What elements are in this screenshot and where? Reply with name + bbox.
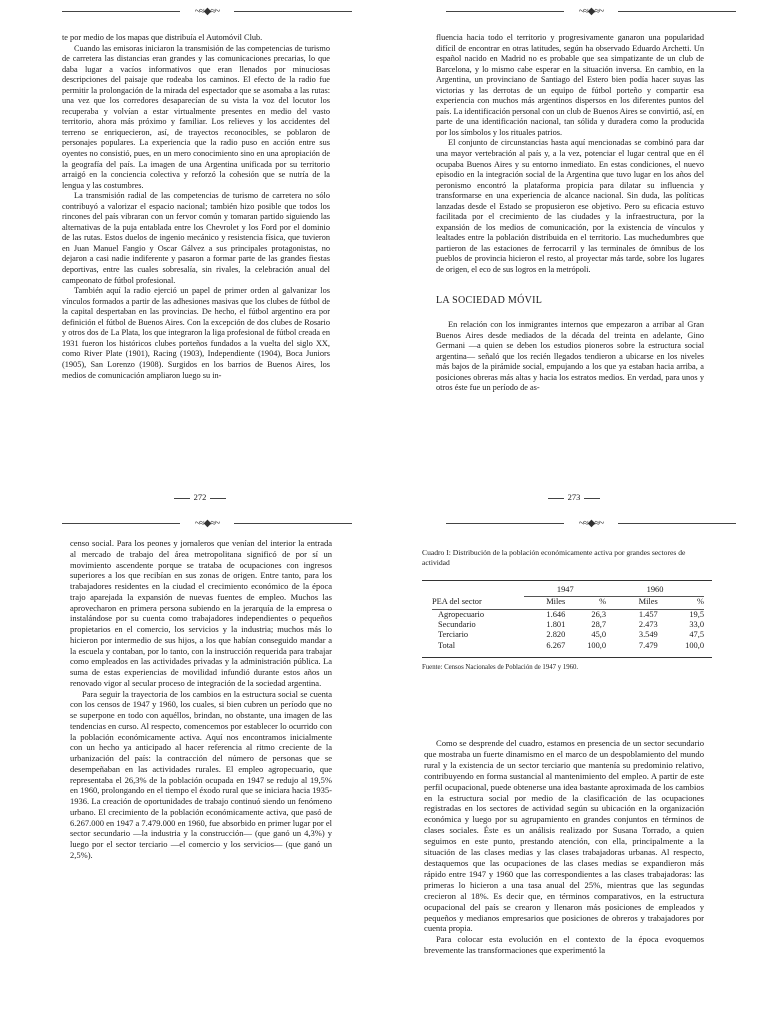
- year-header: 1947: [524, 585, 606, 597]
- paragraph: Cuando las emisoras iniciaron la transmisión de las competencias de turismo de carretera las distancias eran grandes y las comunicaciones precarias, lo que daba lugar a vacíos informativos que eran llenados por minuciosas descripciones del paisaje que rodeaba los caminos. El efecto de la radio fue permitir la prolongación de la mirada del espectador que se asomaba a las rutas: una vez que los corredores desaparecían de su vista la voz del locutor los recuperaba y volvían a estar virtualmente presentes en medio del vasto territorio, ahora más próximo y familiar. Los relieves y los accidentes del terreno se enriquecieron, así, de trayectos reconocibles, se poblaron de personajes populares. La experiencia que la radio puso en acción entre sus oyentes no consistió, pues, en un mero conocimiento sino en una apropiación de la geografía del país. La imagen de una Argentina unificada por su territorio arraigó en la conciencia colectiva y reforzó la cohesión que se nutría de la lengua y las costumbres.: [62, 43, 330, 190]
- page-272-text: [62, 33, 330, 381]
- year-header: 1960: [606, 585, 704, 597]
- header-ornament: ~≈◆≈~: [446, 6, 736, 18]
- paragraph: Para colocar esta evolución en el contexto de la época evoquemos brevemente las transformaciones que experimentó la: [424, 934, 704, 956]
- paragraph: Para seguir la trayectoria de los cambios en la estructura social se cuenta con los censos de 1947 y 1960, los cuales, si bien cubren un período que no se superpone en todo con aquéllos, brindan, no obstante, una imagen de las tendencias en curso. Al respecto, comencemos por establecer lo ocurrido con la población económicamente activa. Aquí nos encontramos inicialmente con un hecho ya anticipado al hacer referencia al ritmo creciente de la urbanización del país: la contracción del número de personas que se desempeñaban en las actividades rurales. El empleo agropecuario, que representaba el 26,3% de la población ocupada en 1947 se redujo al 19,5% en 1960, prolongando en el tiempo el éxodo rural que se iniciara hacia 1935-1936. La creación de oportunidades de trabajo continuó siendo un fenómeno urbano. El crecimiento de la población económicamente activa, que pasó de 6.267.000 en 1947 a 7.479.000 en 1960, fue absorbido en primer lugar por el sector secundario —la industria y la construcción— (que ganó un 4,3%) y luego por el sector terciario —el comercio y los servicios— (que ganó un 2,5%).: [70, 688, 332, 860]
- page-272: [0, 0, 384, 512]
- col-miles: Miles: [606, 596, 658, 609]
- page-275-text: [424, 738, 704, 956]
- paragraph: censo social. Para los peones y jornaleros que venían del interior la entrada al mercado de trabajo del área metropolitana significó de por sí un movimiento ascendente porque se trataba de ocupaciones con ingresos superiores a los que recibían en sus zonas de origen. Entre tanto, para los trabajadores residentes en la ciudad el crecimiento económico de la época trajo aparejada la expansión de nuevas fuentes de empleo. Muchos las aprovecharon en primera persona subiendo en la jerarquía de la empresa o instalándose por su cuenta como trabajadores independientes o pequeños propietarios en el comercio, los servicios y la industria; muchos más lo hicieron por intermedio de sus hijos, a los que habían conseguido mandar a la escuela y contaban, por lo tanto, con la instrucción requerida para trabajar como empleados en las actividades privadas y la administración pública. La suma de estas experiencias de movilidad infundió durante estos años un renovado vigor al secular proceso de integración de la sociedad argentina.: [70, 538, 332, 688]
- page-number: 272: [150, 492, 250, 502]
- col-pct: %: [658, 596, 704, 609]
- table-caption: Cuadro I: Distribución de la población económicamente activa por grandes sectores de actividad: [422, 548, 686, 567]
- table-row: Agropecuario 1.646 26,3 1.457 19,5: [438, 610, 704, 619]
- header-ornament: ~≈◆≈~: [62, 518, 352, 530]
- paragraph: El conjunto de circunstancias hasta aquí mencionadas se combinó para dar una mayor vertebración al país y, a la vez, potenciar el lugar central que en él ocupaba Buenos Aires y su entorno inmediato. En estas condiciones, el nuevo episodio en la integración social de la Argentina que tuvo lugar en los años del peronismo encontró la plataforma propicia para dilatar su influencia y transformarse en una experiencia de alcance nacional. Sin duda, las políticas lanzadas desde el Estado se propusieron ese objetivo. Pero su eficacia estuvo facilitada por el crecimiento de las ciudades y la infraestructura, por la expansión de los medios de comunicación, por la existencia de vínculos y lealtades entre la población distribuida en el territorio. Las muchedumbres que partieron de las estaciones de ferrocarril y las terminales de ómnibus de los pueblos de provincia hicieron el resto, al proyectar más tarde, sobre los lugares de origen, el eco de sus logros en la metrópoli.: [436, 138, 704, 275]
- table-row: Secundario 1.801 28,7 2.473 33,0: [438, 620, 704, 630]
- section-title: LA SOCIEDAD MÓVIL: [436, 294, 543, 306]
- paragraph: En relación con los inmigrantes internos que empezaron a arribar al Gran Buenos Aires desde mediados de la década del treinta en adelante, Gino Germani —a quien se deben los estudios pioneros sobre la estructura social argentina— señaló que los recién llegados tendieron a ubicarse en los niveles más bajos de la pirámide social, empujando a los que ya estaban hacia arriba, a posiciones obreras más altas y hacia los estratos medios. En verdad, para unos y otros éste fue un período de as-: [436, 320, 704, 393]
- table-total-row: Total 6.267 100,0 7.479 100,0: [438, 640, 704, 650]
- paragraph: fluencia hacia todo el territorio y progresivamente ganaron una popularidad difícil de encontrar en otras latitudes, según ha observado Eduardo Archetti. Un español nacido en Madrid no es probable que sea simpatizante de un club de Barcelona, y lo mismo cabe esperar en la situación inversa. En cambio, en la Argentina, un provinciano de Santiago del Estero bien podía hacer suyas las victorias y las derrotas de un equipo de fútbol porteño y compartir esa experiencia con muchos más argentinos dispersos en los diferentes puntos del país. La identificación personal con un club de Buenos Aires se convirtió, así, en parte de una identificación nacional, tan sólida y duradera como la producida por los símbolos y los rituales patrios.: [436, 33, 704, 137]
- header-ornament: ~≈◆≈~: [446, 518, 736, 530]
- page-274: [0, 512, 384, 1024]
- paragraph: La transmisión radial de las competencias de turismo de carretera no sólo contribuyó a valorizar el espacio nacional; también hizo posible que todos los rincones del país vibraran con un fervor común y tomaran partido siguiendo las alternativas de la puja entablada entre los Chevrolet y los Ford por el dominio de las rutas. Estos duelos de ingenio mecánico y resistencia física, que tuvieron en Juan Manuel Fangio y Oscar Gálvez a sus principales protagonistas, no dejaron a casi nadie indiferente y pasaron a formar parte de las grandes fiestas deportivas, entre las cuales sobresalía, sin rivales, la celebración anual del campeonato de fútbol profesional.: [62, 191, 330, 285]
- col-pct: %: [565, 596, 606, 609]
- row-header-label: PEA del sector: [432, 596, 524, 609]
- paragraph: También aquí la radio ejerció un papel de primer orden al galvanizar los vínculos formados a partir de las adhesiones masivas que los clubes de fútbol de la capital despertaban en las provincias. De hecho, el fútbol argentino era por definición el fútbol de Buenos Aires. Con la excepción de dos clubes de Rosario y otros dos de La Plata, los que integraron la liga profesional de fútbol creada en 1931 fueron los históricos clubes porteños fundados a la vuelta del siglo XX, como River Plate (1901), Racing (1903), Independiente (1904), Boca Juniors (1905), San Lorenzo (1908). Surgidos en los barrios de Buenos Aires, los medios de comunicación ampliaron luego su in-: [62, 286, 330, 380]
- header-ornament: ~≈◆≈~: [62, 6, 352, 18]
- col-miles: Miles: [524, 596, 565, 609]
- pea-table: [432, 585, 704, 651]
- table-source: Fuente: Censos Nacionales de Población de 1947 y 1960.: [422, 663, 579, 671]
- paragraph: te por medio de los mapas que distribuía el Automóvil Club.: [62, 33, 263, 42]
- table-row: Terciario 2.820 45,0 3.549 47,5: [438, 630, 704, 640]
- page-273: [384, 0, 768, 512]
- table-cuadro-1: [422, 548, 712, 671]
- page-274-text: [70, 538, 332, 861]
- paragraph: Como se desprende del cuadro, estamos en presencia de un sector secundario que mostraba un fuerte dinamismo en el marco de un despoblamiento del mundo rural y la existencia de un sector terciario que mantenía su predominio relativo, contribuyendo en forma sustancial al mantenimiento del empleo. A partir de este perfil ocupacional, puede obtenerse una idea bastante aproximada de los cambios en la estructura social por medio de la clasificación de las ocupaciones registradas en los sectores de actividad según su ubicación en la organización económica y luego por su agrupamiento en grandes conjuntos en términos de clases sociales. Éste es un análisis realizado por Susana Torrado, a quien seguimos en este punto, prestando atención, con ella, principalmente a la situación de las clases medias y las clases trabajadoras urbanas. Al respecto, destaquemos que las ocupaciones de las clases medias se expandieron más rápido entre 1947 y 1960 que las correspondientes a las clases trabajadoras: las primeras lo hicieron a una tasa anual del 25%, mientras que las segundas crecieron al 18%. Es decir que, en términos comparativos, en la estructura ocupacional del país se crearon y llenaron más posiciones de empleados y pequeños y medianos empresarios que posiciones de obreros y trabajadores por cuenta propia.: [424, 738, 704, 934]
- page-275: [384, 512, 768, 1024]
- page-number: 273: [524, 492, 624, 502]
- page-273-text: [436, 33, 704, 394]
